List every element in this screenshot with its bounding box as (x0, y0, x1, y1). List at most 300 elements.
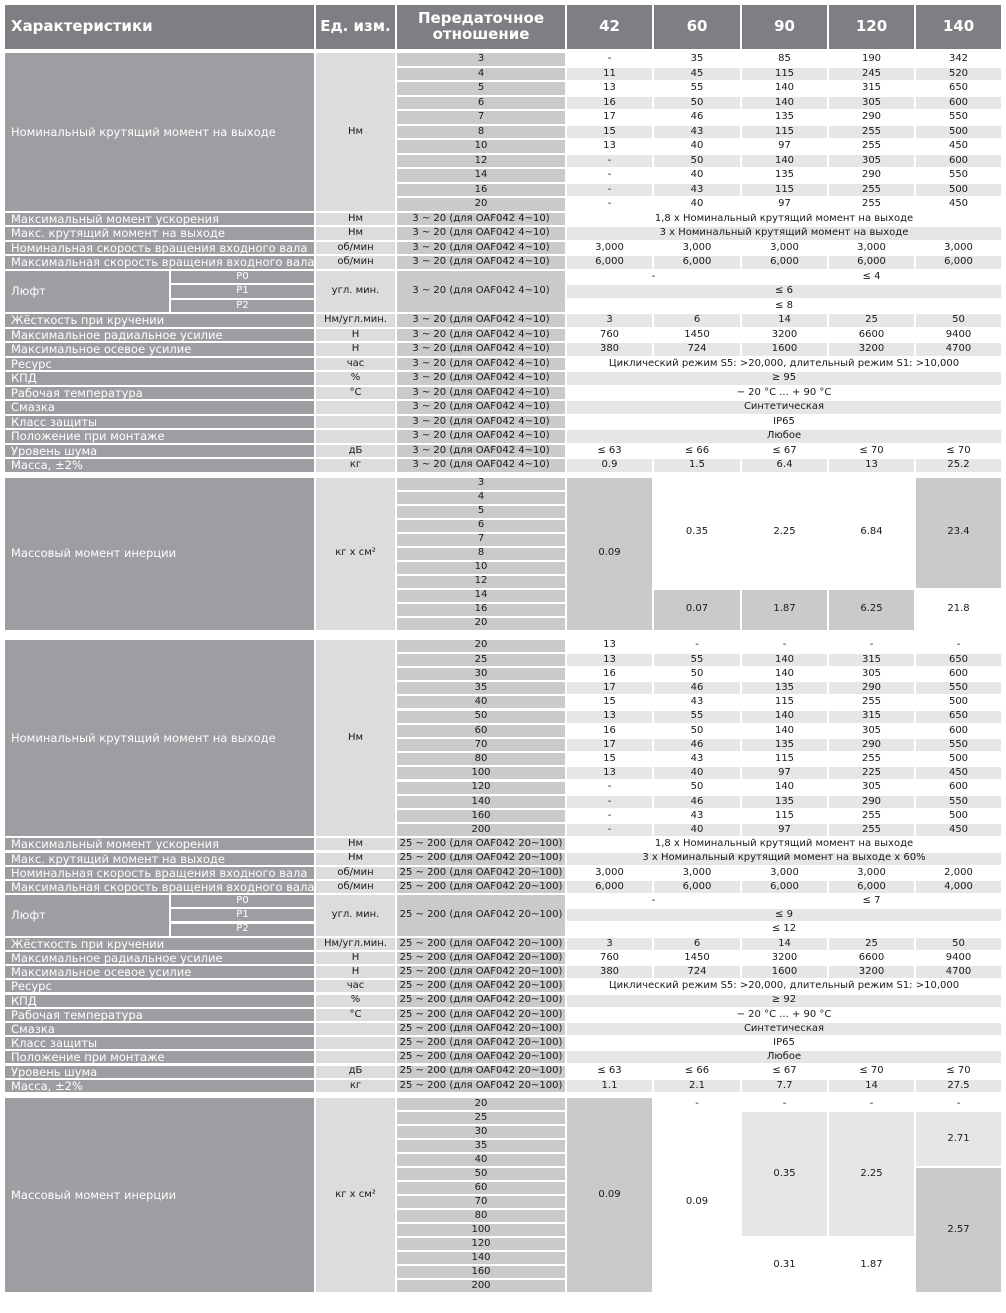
inertia-ratio: 160 (397, 1266, 565, 1278)
spec-label: Класс защиты (5, 1037, 314, 1049)
spec-value: 25 (829, 314, 914, 327)
ratio-range: 3 ~ 20 (для OAF042 4~10) (397, 227, 565, 240)
inertia-ratio: 120 (397, 1238, 565, 1250)
torque-value: 13 (567, 767, 652, 779)
inertia-unit: кг x см² (316, 1098, 395, 1292)
ratio-value: 5 (397, 82, 565, 95)
torque-value: 290 (829, 169, 914, 182)
spec-value: 1.1 (567, 1080, 652, 1092)
torque-value: 190 (829, 53, 914, 66)
torque-value: 600 (916, 725, 1001, 737)
spec-value: ≤ 66 (654, 445, 740, 458)
spec-value: 9400 (916, 952, 1001, 964)
torque-value: 13 (567, 82, 652, 95)
torque-value: - (829, 640, 914, 652)
torque-value: 315 (829, 82, 914, 95)
backlash-class: P2 (171, 924, 314, 936)
spec-label: Номинальная скорость вращения входного вала (5, 242, 314, 255)
torque-value: 17 (567, 111, 652, 124)
spec-value: 3,000 (567, 867, 652, 879)
torque-value: 115 (742, 696, 827, 708)
torque-value: 315 (829, 711, 914, 723)
torque-value: 46 (654, 796, 740, 808)
ratio-value: 14 (397, 169, 565, 182)
torque-value: 135 (742, 169, 827, 182)
ratio-range: 3 ~ 20 (для OAF042 4~10) (397, 387, 565, 400)
torque-value: - (567, 810, 652, 822)
spec-value: 6,000 (829, 881, 914, 893)
torque-value: 55 (654, 711, 740, 723)
spec-value: 6,000 (742, 881, 827, 893)
inertia-ratio: 6 (397, 520, 565, 532)
ratio-range: 25 ~ 200 (для OAF042 20~100) (397, 853, 565, 865)
torque-value: - (567, 198, 652, 211)
inertia-ratio: 20 (397, 618, 565, 630)
spec-value: 50 (916, 314, 1001, 327)
torque-value: 500 (916, 810, 1001, 822)
spec-unit: Н (316, 343, 395, 356)
spec-unit: °C (316, 1009, 395, 1021)
spec-unit: Нм/угл.мин. (316, 314, 395, 327)
torque-value: 290 (829, 682, 914, 694)
torque-value: 600 (916, 668, 1001, 680)
spec-label: Жёсткость при кручении (5, 938, 314, 950)
spec-unit (316, 1051, 395, 1063)
torque-value: 115 (742, 184, 827, 197)
inertia-unit: кг x см² (316, 478, 395, 630)
inertia-140-top: - (916, 1098, 1001, 1110)
torque-value: 550 (916, 739, 1001, 751)
spec-label: Положение при монтаже (5, 1051, 314, 1063)
torque-value: - (916, 640, 1001, 652)
torque-value: - (567, 796, 652, 808)
torque-value: 55 (654, 654, 740, 666)
spec-unit: час (316, 358, 395, 371)
torque-value: 43 (654, 184, 740, 197)
torque-value: 140 (742, 711, 827, 723)
spec-label: КПД (5, 372, 314, 385)
torque-value: 305 (829, 668, 914, 680)
spec-unit (316, 416, 395, 429)
spec-unit (316, 1037, 395, 1049)
ratio-value: 25 (397, 654, 565, 666)
spec-value: 4700 (916, 966, 1001, 978)
inertia-value: - (742, 1098, 827, 1110)
spec-span-value: ≥ 92 (567, 995, 1001, 1007)
torque-value: 140 (742, 97, 827, 110)
torque-value: 600 (916, 782, 1001, 794)
spec-value: 3200 (742, 952, 827, 964)
torque-value: 500 (916, 184, 1001, 197)
torque-value: 140 (742, 654, 827, 666)
ratio-range: 3 ~ 20 (для OAF042 4~10) (397, 401, 565, 414)
torque-value: 35 (654, 53, 740, 66)
spec-value: 6 (654, 314, 740, 327)
torque-value: 85 (742, 53, 827, 66)
spec-unit: дБ (316, 445, 395, 458)
ratio-range: 3 ~ 20 (для OAF042 4~10) (397, 213, 565, 226)
ratio-range: 3 ~ 20 (для OAF042 4~10) (397, 372, 565, 385)
ratio-range: 25 ~ 200 (для OAF042 20~100) (397, 980, 565, 992)
ratio-value: 10 (397, 140, 565, 153)
torque-value: 50 (654, 725, 740, 737)
spec-span-value: Любое (567, 430, 1001, 443)
spec-unit: % (316, 995, 395, 1007)
spec-unit: Нм/угл.мин. (316, 938, 395, 950)
spec-label: Рабочая температура (5, 387, 314, 400)
backlash-unit: угл. мин. (316, 271, 395, 313)
spec-value: 380 (567, 966, 652, 978)
backlash-p0-large: ≤ 4 (742, 271, 1001, 284)
torque-value: 15 (567, 696, 652, 708)
inertia-ratio: 70 (397, 1196, 565, 1208)
ratio-range: 3 ~ 20 (для OAF042 4~10) (397, 256, 565, 269)
backlash-unit: угл. мин. (316, 895, 395, 936)
backlash-class: P2 (171, 300, 314, 313)
torque-value: 15 (567, 753, 652, 765)
inertia-ratio: 20 (397, 1098, 565, 1110)
spec-value: ≤ 70 (916, 1066, 1001, 1078)
spec-unit: кг (316, 459, 395, 472)
spec-value: 14 (829, 1080, 914, 1092)
torque-value: 550 (916, 169, 1001, 182)
torque-value: 305 (829, 782, 914, 794)
torque-value: - (742, 640, 827, 652)
ratio-range: 3 ~ 20 (для OAF042 4~10) (397, 314, 565, 327)
torque-value: 650 (916, 711, 1001, 723)
spec-span-value: 3 x Номинальный крутящий момент на выходе (567, 227, 1001, 240)
inertia-value: 6.84 (829, 478, 914, 588)
torque-value: 46 (654, 111, 740, 124)
torque-value: 115 (742, 126, 827, 139)
ratio-value: 30 (397, 668, 565, 680)
torque-value: 140 (742, 82, 827, 95)
torque-value: 290 (829, 739, 914, 751)
spec-label: Номинальная скорость вращения входного вала (5, 867, 314, 879)
torque-value: 255 (829, 824, 914, 836)
spec-span-value: 3 x Номинальный крутящий момент на выходе x 60% (567, 853, 1001, 865)
spec-value: 7.7 (742, 1080, 827, 1092)
spec-value: 6,000 (916, 256, 1001, 269)
ratio-range: 25 ~ 200 (для OAF042 20~100) (397, 938, 565, 950)
spec-value: 4,000 (916, 881, 1001, 893)
ratio-value: 20 (397, 640, 565, 652)
spec-label: КПД (5, 995, 314, 1007)
inertia-ratio: 14 (397, 590, 565, 602)
spec-value: 2,000 (916, 867, 1001, 879)
ratio-range: 3 ~ 20 (для OAF042 4~10) (397, 358, 565, 371)
torque-value: 97 (742, 198, 827, 211)
spec-span-value: Любое (567, 1051, 1001, 1063)
spec-unit: об/мин (316, 256, 395, 269)
backlash-label: Люфт (5, 895, 169, 936)
spec-unit: Н (316, 966, 395, 978)
torque-value: 500 (916, 696, 1001, 708)
spec-unit: Нм (316, 213, 395, 226)
spec-label: Макс. крутящий момент на выходе (5, 853, 314, 865)
spec-value: 3200 (829, 966, 914, 978)
spec-value: 724 (654, 966, 740, 978)
ratio-value: 60 (397, 725, 565, 737)
spec-value: 380 (567, 343, 652, 356)
spec-value: 3 (567, 314, 652, 327)
spec-unit: Н (316, 329, 395, 342)
ratio-value: 20 (397, 198, 565, 211)
ratio-value: 70 (397, 739, 565, 751)
backlash-p2: ≤ 12 (567, 924, 1001, 936)
torque-value: 500 (916, 126, 1001, 139)
torque-value: 450 (916, 198, 1001, 211)
inertia-value: 0.07 (654, 590, 740, 630)
spec-span-value: − 20 °C ... + 90 °C (567, 1009, 1001, 1021)
spec-span-value: ≥ 95 (567, 372, 1001, 385)
ratio-range: 3 ~ 20 (для OAF042 4~10) (397, 343, 565, 356)
torque-label: Номинальный крутящий момент на выходе (5, 53, 314, 211)
ratio-range: 25 ~ 200 (для OAF042 20~100) (397, 1080, 565, 1092)
spec-label: Смазка (5, 401, 314, 414)
spec-label: Масса, ±2% (5, 459, 314, 472)
spec-value: ≤ 70 (829, 1066, 914, 1078)
spec-label: Уровень шума (5, 445, 314, 458)
spec-span-value: Синтетическая (567, 1023, 1001, 1035)
inertia-140: 2.71 (916, 1112, 1001, 1166)
spec-value: 1600 (742, 966, 827, 978)
ratio-value: 35 (397, 682, 565, 694)
spec-value: 3,000 (829, 867, 914, 879)
spec-value: ≤ 70 (829, 445, 914, 458)
spec-value: 6,000 (654, 881, 740, 893)
spec-value: 6600 (829, 329, 914, 342)
inertia-140: 2.57 (916, 1168, 1001, 1292)
inertia-value: 1.87 (742, 590, 827, 630)
spec-label: Максимальный момент ускорения (5, 838, 314, 850)
spec-label: Ресурс (5, 980, 314, 992)
spec-label: Класс защиты (5, 416, 314, 429)
torque-value: 255 (829, 810, 914, 822)
torque-value: 520 (916, 68, 1001, 81)
torque-value: - (654, 640, 740, 652)
spec-value: 6 (654, 938, 740, 950)
spec-unit: об/мин (316, 867, 395, 879)
spec-value: 13 (829, 459, 914, 472)
spec-value: 3,000 (567, 242, 652, 255)
spec-value: 50 (916, 938, 1001, 950)
torque-value: 50 (654, 668, 740, 680)
spec-unit: Нм (316, 838, 395, 850)
torque-value: 550 (916, 111, 1001, 124)
ratio-value: 50 (397, 711, 565, 723)
inertia-value: 1.87 (829, 1238, 914, 1292)
spec-span-value: 1,8 x Номинальный крутящий момент на выходе (567, 213, 1001, 226)
spec-value: 760 (567, 329, 652, 342)
spec-value: 27.5 (916, 1080, 1001, 1092)
inertia-ratio: 4 (397, 492, 565, 504)
spec-value: 25 (829, 938, 914, 950)
torque-value: 650 (916, 82, 1001, 95)
torque-value: 305 (829, 155, 914, 168)
inertia-value: - (829, 1098, 914, 1110)
torque-value: 315 (829, 654, 914, 666)
spec-label: Смазка (5, 1023, 314, 1035)
torque-value: - (567, 155, 652, 168)
torque-value: 55 (654, 82, 740, 95)
inertia-value: 0.35 (742, 1112, 827, 1236)
ratio-range: 25 ~ 200 (для OAF042 20~100) (397, 1037, 565, 1049)
torque-value: 450 (916, 767, 1001, 779)
spec-unit: Н (316, 952, 395, 964)
ratio-value: 16 (397, 184, 565, 197)
torque-value: 43 (654, 126, 740, 139)
spec-value: 3,000 (654, 867, 740, 879)
spec-unit: дБ (316, 1066, 395, 1078)
inertia-ratio: 50 (397, 1168, 565, 1180)
spec-value: 3,000 (829, 242, 914, 255)
torque-value: 135 (742, 796, 827, 808)
spec-value: 6600 (829, 952, 914, 964)
inertia-value: 2.25 (742, 478, 827, 588)
inertia-ratio: 30 (397, 1126, 565, 1138)
torque-value: 97 (742, 767, 827, 779)
spec-span-value: IP65 (567, 1037, 1001, 1049)
spec-label: Положение при монтаже (5, 430, 314, 443)
spec-label: Макс. крутящий момент на выходе (5, 227, 314, 240)
torque-value: - (567, 169, 652, 182)
spec-value: ≤ 67 (742, 445, 827, 458)
torque-value: 650 (916, 654, 1001, 666)
spec-value: 1450 (654, 952, 740, 964)
torque-value: 11 (567, 68, 652, 81)
inertia-ratio: 140 (397, 1252, 565, 1264)
torque-unit: Нм (316, 53, 395, 211)
ratio-range: 25 ~ 200 (для OAF042 20~100) (397, 1051, 565, 1063)
inertia-ratio: 100 (397, 1224, 565, 1236)
spec-span-value: 1,8 x Номинальный крутящий момент на выходе (567, 838, 1001, 850)
inertia-ratio: 25 (397, 1112, 565, 1124)
spec-value: 2.1 (654, 1080, 740, 1092)
torque-value: 255 (829, 696, 914, 708)
inertia-ratio: 10 (397, 562, 565, 574)
spec-value: 760 (567, 952, 652, 964)
torque-label: Номинальный крутящий момент на выходе (5, 640, 314, 837)
spec-value: 1.5 (654, 459, 740, 472)
spec-label: Жёсткость при кручении (5, 314, 314, 327)
torque-value: 450 (916, 140, 1001, 153)
torque-value: 225 (829, 767, 914, 779)
spec-value: 3200 (829, 343, 914, 356)
inertia-140: 23.4 (916, 478, 1001, 588)
torque-value: 550 (916, 796, 1001, 808)
inertia-ratio: 7 (397, 534, 565, 546)
spec-unit: об/мин (316, 881, 395, 893)
spec-value: 6,000 (567, 881, 652, 893)
ratio-range: 25 ~ 200 (для OAF042 20~100) (397, 1066, 565, 1078)
torque-value: 500 (916, 753, 1001, 765)
backlash-class: P1 (171, 285, 314, 298)
torque-value: 43 (654, 696, 740, 708)
ratio-range: 25 ~ 200 (для OAF042 20~100) (397, 838, 565, 850)
spec-value: 724 (654, 343, 740, 356)
torque-value: 40 (654, 140, 740, 153)
ratio-range: 3 ~ 20 (для OAF042 4~10) (397, 416, 565, 429)
spec-unit: Нм (316, 853, 395, 865)
torque-value: 600 (916, 155, 1001, 168)
spec-value: 3200 (742, 329, 827, 342)
spec-value: 6,000 (829, 256, 914, 269)
ratio-range: 3 ~ 20 (для OAF042 4~10) (397, 242, 565, 255)
torque-value: 450 (916, 824, 1001, 836)
ratio-value: 4 (397, 68, 565, 81)
torque-value: 255 (829, 198, 914, 211)
spec-value: ≤ 63 (567, 1066, 652, 1078)
ratio-range: 3 ~ 20 (для OAF042 4~10) (397, 271, 565, 313)
inertia-ratio: 40 (397, 1154, 565, 1166)
backlash-class: P1 (171, 909, 314, 921)
spec-label: Масса, ±2% (5, 1080, 314, 1092)
ratio-value: 12 (397, 155, 565, 168)
spec-label: Максимальное радиальное усилие (5, 329, 314, 342)
spec-value: ≤ 70 (916, 445, 1001, 458)
spec-value: 6.4 (742, 459, 827, 472)
inertia-ratio: 8 (397, 548, 565, 560)
backlash-label: Люфт (5, 271, 169, 313)
inertia-ratio: 35 (397, 1140, 565, 1152)
backlash-p2: ≤ 8 (567, 300, 1001, 313)
spec-label: Ресурс (5, 358, 314, 371)
ratio-value: 7 (397, 111, 565, 124)
inertia-label: Массовый момент инерции (5, 478, 314, 630)
ratio-range: 25 ~ 200 (для OAF042 20~100) (397, 881, 565, 893)
inertia-42: 0.09 (567, 478, 652, 630)
torque-value: 17 (567, 682, 652, 694)
spec-span-value: Циклический режим S5: >20,000, длительный режим S1: >10,000 (567, 358, 1001, 371)
torque-value: 140 (742, 668, 827, 680)
torque-value: 115 (742, 753, 827, 765)
torque-value: 290 (829, 796, 914, 808)
torque-value: 43 (654, 753, 740, 765)
torque-value: 40 (654, 767, 740, 779)
spec-unit: час (316, 980, 395, 992)
inertia-value: 6.25 (829, 590, 914, 630)
spec-value: 9400 (916, 329, 1001, 342)
inertia-60: 0.09 (654, 1112, 740, 1292)
spec-unit: % (316, 372, 395, 385)
torque-value: 46 (654, 739, 740, 751)
inertia-ratio: 80 (397, 1210, 565, 1222)
spec-value: 6,000 (742, 256, 827, 269)
torque-value: 50 (654, 782, 740, 794)
ratio-range: 25 ~ 200 (для OAF042 20~100) (397, 1023, 565, 1035)
spec-value: 3,000 (654, 242, 740, 255)
torque-value: 135 (742, 111, 827, 124)
spec-value: 3,000 (916, 242, 1001, 255)
inertia-ratio: 60 (397, 1182, 565, 1194)
torque-value: 40 (654, 169, 740, 182)
ratio-value: 40 (397, 696, 565, 708)
inertia-value: 0.31 (742, 1238, 827, 1292)
backlash-class: P0 (171, 895, 314, 907)
torque-value: 255 (829, 126, 914, 139)
backlash-p1: ≤ 9 (567, 909, 1001, 921)
spec-value: 1450 (654, 329, 740, 342)
ratio-value: 140 (397, 796, 565, 808)
torque-value: 290 (829, 111, 914, 124)
torque-value: 40 (654, 198, 740, 211)
torque-value: 45 (654, 68, 740, 81)
torque-value: 13 (567, 711, 652, 723)
spec-value: 3,000 (742, 867, 827, 879)
backlash-p0-small: - (567, 895, 740, 907)
spec-value: 1600 (742, 343, 827, 356)
